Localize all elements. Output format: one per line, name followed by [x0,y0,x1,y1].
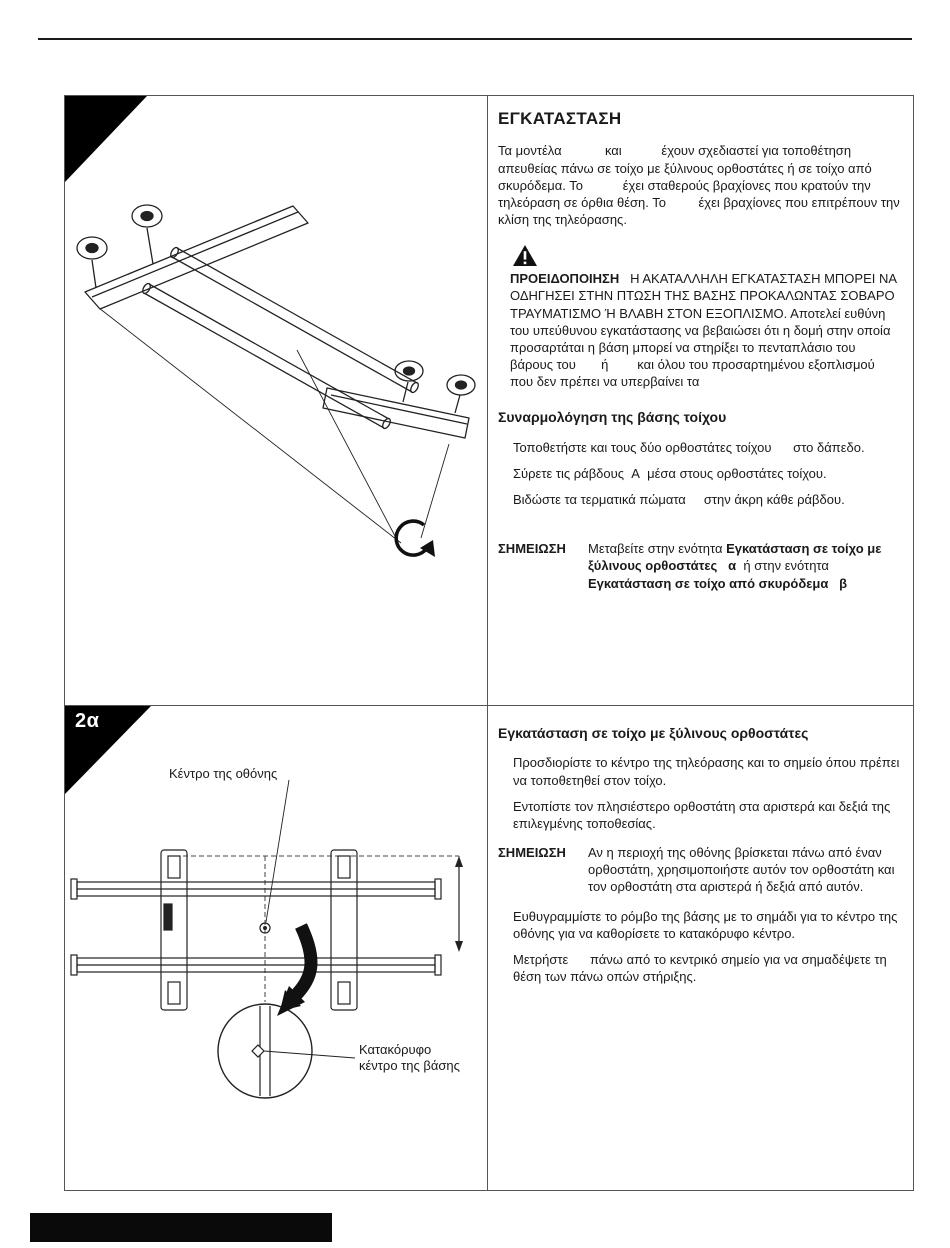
footer-bar [30,1213,332,1242]
warning-body: Αποτελεί ευθύνη του υπεύθυνου εγκατάστασης να βεβαιώσει ότι η δομή στην οποία προσαρτάται η βάση μπορεί να στηρίξει το πενταπλάσιο του βάρους του ή και όλου του προσαρτημένου εξοπλισμού που δεν πρέπει να υπερβαίνει τα [510,305,891,390]
section2-heading: Εγκατάσταση σε τοίχο με ξύλινους ορθοστάτες [498,725,809,741]
section1-text [488,96,913,705]
rotate-arrow-icon [396,521,435,557]
dimension-arrow-top [455,856,463,867]
dimension-arrow-bottom [455,941,463,952]
section-2a-wood-stud [65,706,913,1190]
rail-assembly-drawing [65,96,488,705]
warning-text [510,270,901,390]
note-text [588,540,901,591]
section1-corner-tab [65,96,147,182]
note-ref-2a: Εγκατάσταση σε τοίχο με ξύλινους ορθοστάτες α [588,541,882,574]
warning-block [510,244,901,390]
note-ref-2b: Εγκατάσταση σε τοίχο από σκυρόδεμα β [588,575,848,591]
section-1-installation [65,96,913,706]
vertical-center-label-line1: Κατακόρυφο [359,1042,432,1057]
header-rule [38,38,912,40]
vertical-center-label-line2: κέντρο της βάσης [359,1058,460,1074]
wood-step-2: Εντοπίστε τον πλησιέστερο ορθοστάτη στα αριστερά και δεξιά της επιλεγμένης τοποθεσίας. [513,798,891,831]
assembly-step-2: Σύρετε τις ράβδους Α μέσα στους ορθοστάτες τοίχου. [513,465,827,481]
warning-label: ΠΡΟΕΙΔΟΠΟΙΗΣΗ [510,271,620,287]
note-text-part: Μεταβείτε στην ενότητα [588,541,727,557]
section2-note [498,844,901,895]
section2-tab-label: 2α [75,710,100,732]
warning-icon [512,244,538,267]
assembly-step-1: Τοποθετήστε και τους δύο ορθοστάτες τοίχου στο δάπεδο. [513,439,865,455]
note-text: Αν η περιοχή της οθόνης βρίσκεται πάνω από έναν ορθοστάτη, χρησιμοποιήστε αυτόν τον ορθοστάτη και τον ορθοστάτη στα αριστερά ή δεξιά από αυτόν. [588,845,895,895]
section1-intro: Τα μοντέλα και έχουν σχεδιαστεί για τοποθέτηση απευθείας πάνω σε τοίχο με ξύλινους ορθοστάτες ή σε τοίχο από σκυρόδεμα. Το έχει σταθερούς βραχίονες που κρατούν την τηλεόραση σε όρθια θέση. Το έχει βραχίονες που επιτρέπουν την κλίση της τηλεόρασης. [498,143,900,228]
wood-step-4: Μετρήστε πάνω από το κεντρικό σημείο για να σημαδέψετε τη θέση των πάνω οπών στήριξης. [513,951,887,985]
vertical-center-label [359,1042,460,1075]
wood-step-3: Ευθυγραμμίστε το ρόμβο της βάσης με το σημάδι για το κέντρο της οθόνης για να καθορίσετε το κατακόρυφο κέντρο. [513,908,898,941]
section2-figure [65,706,488,1190]
screen-center-label: Κέντρο της οθόνης [169,766,278,781]
section1-heading: ΕΓΚΑΤΑΣΤΑΣΗ [498,109,622,128]
note-text-part: ή στην ενότητα [739,558,829,574]
section1-note [498,540,901,591]
content-frame [64,95,914,1191]
wood-step-1: Προσδιορίστε το κέντρο της τηλεόρασης και το σημείο όπου πρέπει να τοποθετηθεί στον τοίχο. [513,755,900,788]
section2-text [488,706,913,1190]
section1-figure [65,96,488,705]
warning-caps: Η ΑΚΑΤΑΛΛΗΛΗ ΕΓΚΑΤΑΣΤΑΣΗ ΜΠΟΡΕΙ ΝΑ ΟΔΗΓΗΣΕΙ ΣΤΗΝ ΠΤΩΣΗ ΤΗΣ ΒΑΣΗΣ ΠΡΟΚΑΛΩΝΤΑΣ ΣΟΒΑΡΟ ΤΡΑΥΜΑΤΙΣΜΟ Ή ΒΛΑΒΗ ΣΤΟΝ ΕΞΟΠΛΙΣΜΟ. [510,271,897,321]
note-label: ΣΗΜΕΙΩΣΗ [498,845,566,861]
note-label: ΣΗΜΕΙΩΣΗ [498,541,566,557]
assembly-subheading: Συναρμολόγηση της βάσης τοίχου [498,409,727,426]
pointer-arrow-icon [277,926,311,1016]
assembly-step-3: Βιδώστε τα τερματικά πώματα στην άκρη κάθε ράβδου. [513,492,845,508]
